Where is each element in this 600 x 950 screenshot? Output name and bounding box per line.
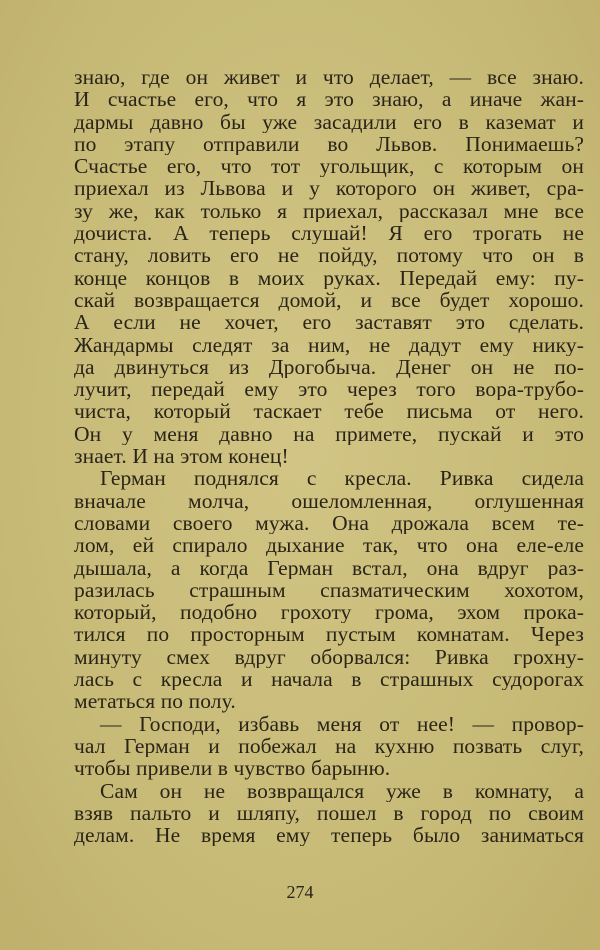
- page-body-text: [74, 66, 584, 846]
- text-line: взяв пальто и шляпу, пошел в город по своим: [74, 801, 584, 825]
- text-line: чиста, который таскает тебе письма от него.: [74, 400, 584, 423]
- text-line: приехал из Львова и у которого он живет, сра-: [74, 177, 584, 200]
- text-line: словами своего мужа. Она дрожала всем те-: [74, 511, 584, 535]
- text-line: знаю, где он живет и что делает, — все знаю.: [74, 66, 584, 89]
- text-line: да двинуться из Дрогобыча. Денег он не по-: [74, 355, 584, 379]
- text-line: дармы давно бы уже засадили его в каземат и: [74, 110, 584, 133]
- text-line: Счастье его, что тот угольщик, с которым он: [74, 155, 584, 178]
- text-line: зу же, как только я приехал, рассказал мне все: [74, 199, 584, 223]
- text-line: лом, ей спирало дыхание так, что она еле-еле: [74, 534, 584, 557]
- text-line: тился по просторным пустым комнатам. Через: [74, 623, 584, 646]
- text-line: чал Герман и побежал на кухню позвать слуг,: [74, 734, 584, 758]
- text-line: Сам он не возвращался уже в комнату, а: [100, 779, 584, 802]
- text-line: метаться по полу.: [74, 690, 236, 713]
- text-line: Жандармы следят за ним, не дадут ему нику-: [74, 333, 584, 356]
- text-line: по этапу отправили во Львов. Понимаешь?: [74, 132, 584, 156]
- text-line: минуту смех вдруг оборвался: Ривка грохну-: [74, 645, 584, 669]
- text-line: И счастье его, что я это знаю, а иначе жан-: [74, 88, 584, 111]
- page-number: 274: [286, 882, 314, 902]
- text-line: лась с кресла и начала в страшных судорогах: [74, 668, 584, 691]
- text-line: знает. И на этом конец!: [74, 445, 289, 468]
- text-line: дочиста. А теперь слушай! Я его трогать не: [74, 222, 584, 245]
- text-line: Герман поднялся с кресла. Ривка сидела: [100, 467, 584, 490]
- text-line: — Господи, избавь меня от нее! — провор-: [100, 712, 584, 735]
- text-line: разилась страшным спазматическим хохотом,: [74, 578, 584, 602]
- text-line: скай возвращается домой, и все будет хорошо.: [74, 288, 584, 312]
- text-line: чтобы привели в чувство барыню.: [74, 757, 391, 780]
- text-line: дышала, а когда Герман встал, она вдруг раз-: [74, 556, 584, 579]
- text-line: конце концов в моих руках. Передай ему: пу-: [74, 266, 584, 289]
- text-line: стану, ловить его не пойду, потому что он в: [74, 244, 584, 267]
- text-line: вначале молча, ошеломленная, оглушенная: [74, 489, 584, 512]
- text-line: делам. Не время ему теперь было заниматься: [74, 824, 584, 847]
- text-line: А если не хочет, его заставят это сделать.: [74, 311, 584, 334]
- text-line: который, подобно грохоту грома, эхом прока-: [74, 601, 584, 624]
- text-line: лучит, передай ему это через того вора-трубо-: [74, 378, 584, 401]
- text-line: Он у меня давно на примете, пускай и это: [74, 422, 584, 446]
